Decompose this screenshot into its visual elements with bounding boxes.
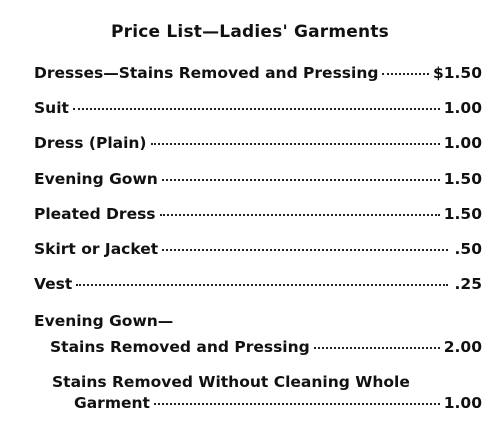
item-price: 1.00 xyxy=(443,99,482,117)
item-price: 1.50 xyxy=(443,170,482,188)
item-label: Suit xyxy=(34,99,69,117)
item-label: Dresses—Stains Removed and Pressing xyxy=(34,64,379,82)
item-price: 1.50 xyxy=(443,205,482,223)
item-label: Stains Removed and Pressing xyxy=(50,338,310,356)
section-heading: Evening Gown— xyxy=(34,312,174,330)
page-title: Price List—Ladies' Garments xyxy=(111,22,389,42)
item-label: Vest xyxy=(34,275,73,293)
list-item xyxy=(34,205,482,223)
dot-leader xyxy=(160,214,440,216)
item-label: Dress (Plain) xyxy=(34,134,147,152)
dot-leader xyxy=(162,249,448,251)
list-item xyxy=(34,275,482,293)
list-item xyxy=(34,240,482,258)
list-item xyxy=(34,99,482,117)
item-label-line2: Garment xyxy=(74,394,150,412)
dot-leader xyxy=(162,179,440,181)
list-item xyxy=(50,338,482,356)
item-label: Evening Gown xyxy=(34,170,158,188)
item-price: 1.00 xyxy=(443,134,482,152)
dot-leader xyxy=(154,403,440,405)
dot-leader xyxy=(76,284,448,286)
item-label: Pleated Dress xyxy=(34,205,156,223)
item-price: 1.00 xyxy=(443,394,482,412)
dot-leader xyxy=(382,73,429,75)
item-label-line1: Stains Removed Without Cleaning Whole xyxy=(52,373,410,391)
list-item xyxy=(34,170,482,188)
item-price: .25 xyxy=(454,275,482,293)
item-price: $1.50 xyxy=(432,64,482,82)
dot-leader xyxy=(314,347,440,349)
dot-leader xyxy=(73,108,440,110)
item-price: .50 xyxy=(454,240,482,258)
list-item xyxy=(34,64,482,82)
list-item xyxy=(34,134,482,152)
item-label: Skirt or Jacket xyxy=(34,240,159,258)
list-item xyxy=(74,394,482,412)
dot-leader xyxy=(151,143,440,145)
item-price: 2.00 xyxy=(443,338,482,356)
